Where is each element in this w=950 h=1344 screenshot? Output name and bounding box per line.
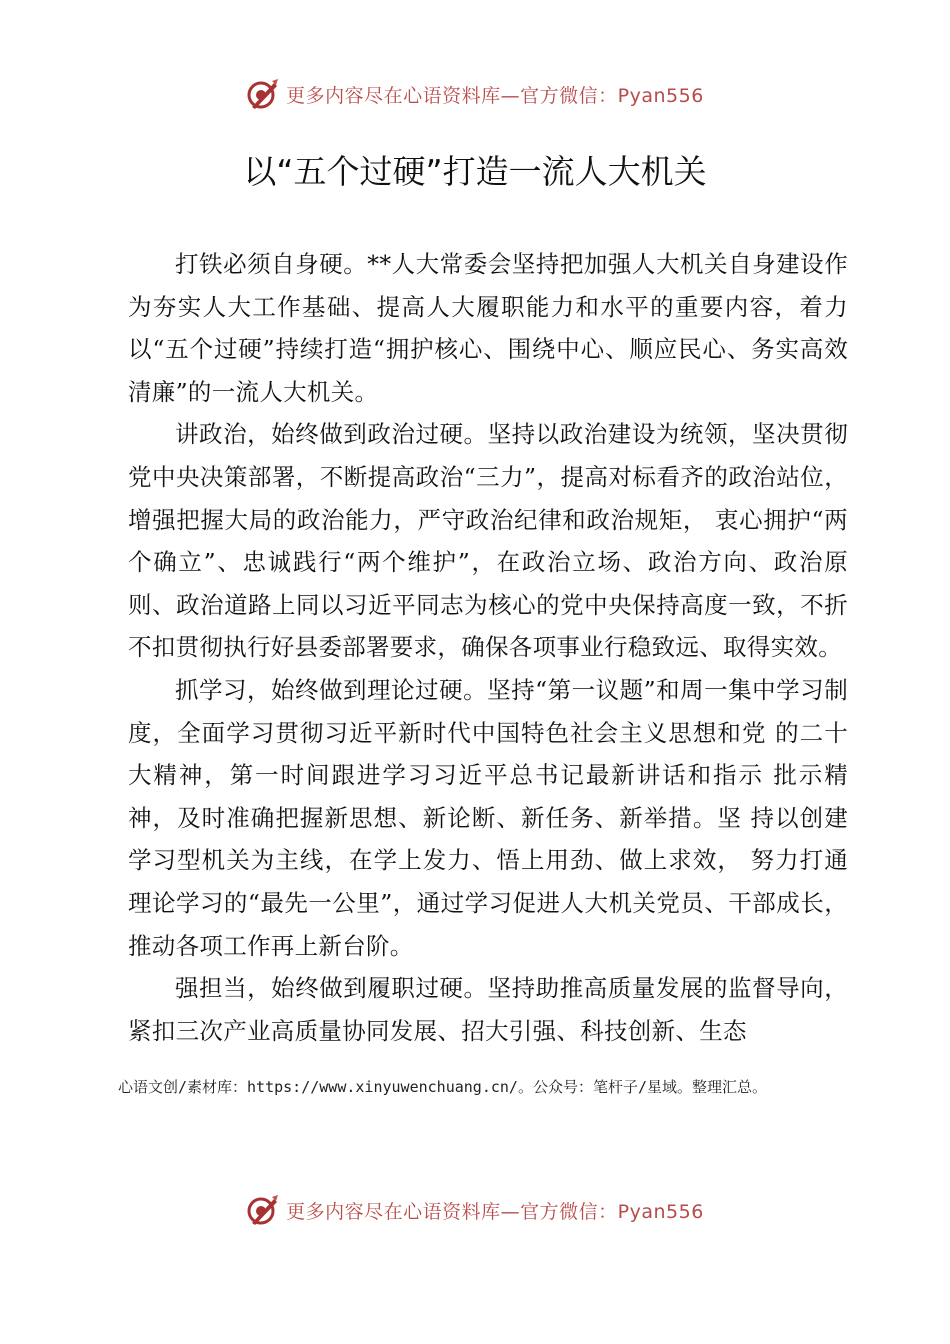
source-footnote: 心语文创/素材库：https://www.xinyuwenchuang.cn/。公众号：笔杆子/星域。整理汇总。 xyxy=(118,1078,767,1096)
footer-banner-text: 更多内容尽在心语资料库—官方微信：Pyan556 xyxy=(286,1200,704,1223)
paragraph-intro: 打铁必须自身硬。**人大常委会坚持把加强人大机关自身建设作为夯实人大工作基础、提高人大履职能力和水平的重要内容，着力以“五个过硬”持续打造“拥护核心、围绕中心、顺应民心、务实高效清廉”的一流人大机关。 xyxy=(128,250,848,406)
header-banner-text: 更多内容尽在心语资料库—官方微信：Pyan556 xyxy=(286,84,704,107)
pen-logo-icon xyxy=(246,1193,280,1227)
paragraph-responsibility: 强担当，始终做到履职过硬。坚持助推高质量发展的监督导向，紧扣三次产业高质量协同发展、招大引强、科技创新、生态 xyxy=(128,974,848,1045)
header-banner xyxy=(0,74,950,114)
document-body xyxy=(128,243,848,1052)
document-title: 以“五个过硬”打造一流人大机关 xyxy=(243,152,707,191)
pen-logo-icon xyxy=(246,77,280,111)
paragraph-politics: 讲政治，始终做到政治过硬。坚持以政治建设为统领，坚决贯彻党中央决策部署，不断提高政治“三力”，提高对标看齐的政治站位，增强把握大局的政治能力，严守政治纪律和政治规矩， 衷心拥护“两个确立”、忠诚践行“两个维护”，在政治立场、政治方向、政治原则、政治道路上同以习近平同志为核心的党中央保持高度一致，不折不扣贯彻执行好县委部署要求，确保各项事业行稳致远、取得实效。 xyxy=(128,420,848,662)
footer-banner xyxy=(0,1190,950,1230)
paragraph-learning: 抓学习，始终做到理论过硬。坚持“第一议题”和周一集中学习制度，全面学习贯彻习近平新时代中国特色社会主义思想和党 的二十大精神，第一时间跟进学习习近平总书记最新讲话和指示 批示精神，及时准确把握新思想、新论断、新任务、新举措。坚 持以创建学习型机关为主线，在学上发力、悟上用劲、做上求效， 努力打通理论学习的“最先一公里”，通过学习促进人大机关党员、干部成长，推动各项工作再上新台阶。 xyxy=(128,675,848,960)
